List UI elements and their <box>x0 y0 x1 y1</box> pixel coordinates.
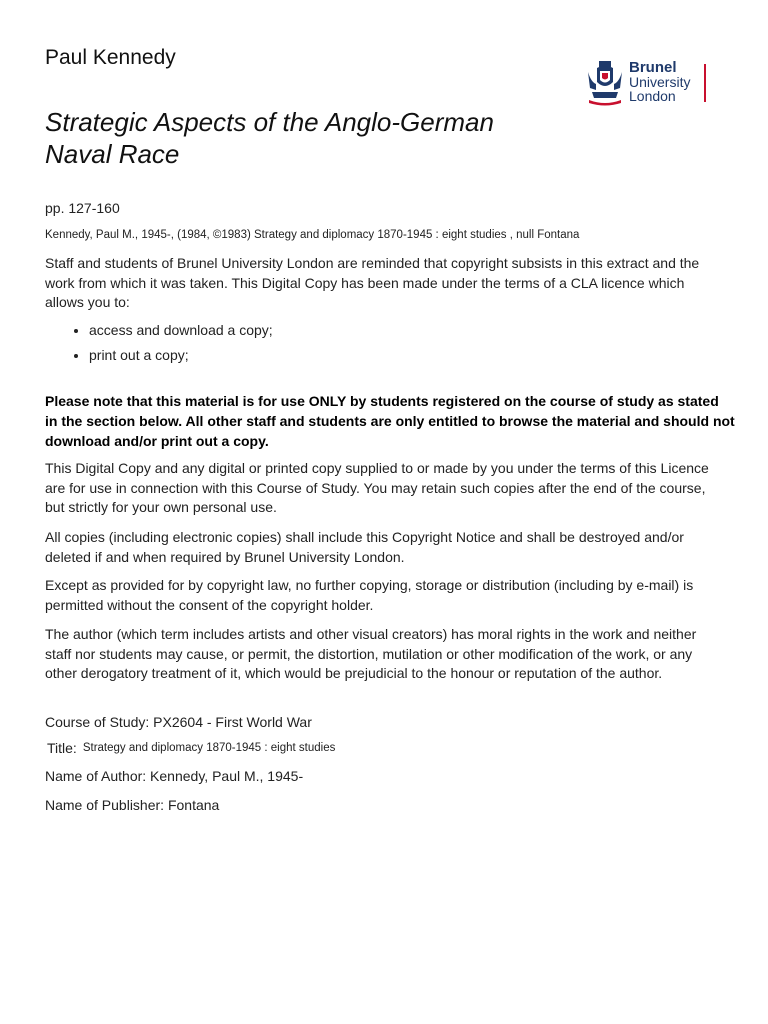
permissions-list <box>45 318 729 368</box>
page-range: pp. 127-160 <box>45 200 120 216</box>
logo-wordmark <box>629 61 690 103</box>
university-logo <box>586 60 710 106</box>
publisher-field: Name of Publisher: Fontana <box>45 797 220 813</box>
licence-paragraph: This Digital Copy and any digital or printed copy supplied to or made by you under the terms of this Licence are for use in connection with this Course of Study. You may retain such copies after the end of the course, but strictly for your own personal use. <box>45 460 709 515</box>
crest-icon <box>586 60 624 106</box>
course-field: Course of Study: PX2604 - First World War <box>45 714 312 730</box>
title-field <box>47 740 335 756</box>
author-field: Name of Author: Kennedy, Paul M., 1945- <box>45 768 304 784</box>
list-item: • print out a copy; <box>89 343 729 368</box>
document-title: Strategic Aspects of the Anglo-German Naval Race <box>45 107 494 169</box>
citation: Kennedy, Paul M., 1945-, (1984, ©1983) Strategy and diplomacy 1870-1945 : eight studies , null Fontana <box>45 229 580 241</box>
title-value: Strategy and diplomacy 1870-1945 : eight studies <box>82 742 336 754</box>
list-item: • access and download a copy; <box>89 318 729 343</box>
logo-line-2: University <box>629 74 691 90</box>
logo-accent-bar <box>704 64 706 102</box>
usage-notice: Please note that this material is for use ONLY by students registered on the course of study as stated in the section below. All other staff and students are only entitled to browse the material and should not download and/or print out a copy. <box>45 393 735 449</box>
logo-line-3: London <box>629 88 676 104</box>
copies-paragraph: All copies (including electronic copies) shall include this Copyright Notice and shall be destroyed and/or deleted if and when required by Brunel University London. <box>45 529 684 565</box>
logo-line-1: Brunel <box>629 59 677 76</box>
intro-paragraph: Staff and students of Brunel University London are reminded that copyright subsists in this extract and the work from which it was taken. This Digital Copy has been made under the terms of a CLA licence which allows you to: <box>45 255 700 310</box>
title-label: Title: <box>47 740 77 756</box>
copying-paragraph: Except as provided for by copyright law, no further copying, storage or distribution (including by e-mail) is permitted without the consent of the copyright holder. <box>45 577 694 613</box>
author-name: Paul Kennedy <box>45 46 176 69</box>
moral-rights-paragraph: The author (which term includes artists and other visual creators) has moral rights in the work and neither staff nor students may cause, or permit, the distortion, mutilation or other modification of the work, or any other derogatory treatment of it, which would be prejudicial to the honour or reputation of the author. <box>45 626 697 681</box>
